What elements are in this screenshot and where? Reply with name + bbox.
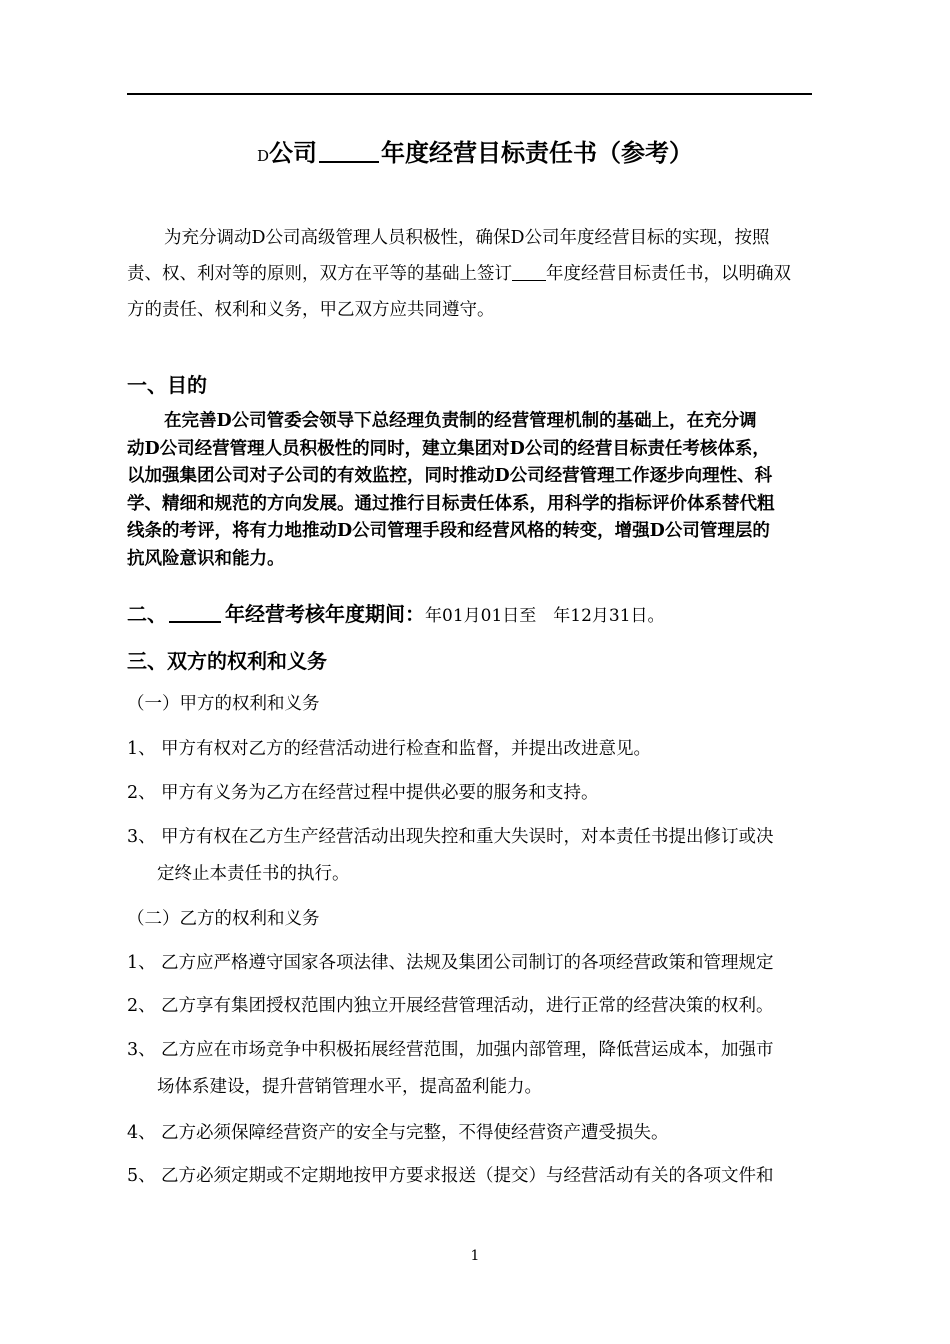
party-a-item-3 xyxy=(127,823,774,848)
party-b-item-2 xyxy=(127,992,774,1017)
item-text: 乙方必须定期或不定期地按甲方要求报送（提交）与经营活动有关的各项文件和 xyxy=(161,1166,774,1186)
item-text: 乙方享有集团授权范围内独立开展经营管理活动，进行正常的经营决策的权利。 xyxy=(161,996,774,1016)
section1-line: 动D公司经营管理人员积极性的同时，建立集团对D公司的经营目标责任考核体系， xyxy=(127,438,770,459)
party-b-item-3-cont: 场体系建设，提升营销管理水平，提高盈利能力。 xyxy=(157,1077,542,1097)
title-company: 公司 xyxy=(269,139,318,167)
section1-line: 以加强集团公司对子公司的有效监控，同时推动D公司经营管理工作逐步向理性、科 xyxy=(127,466,773,486)
party-a-item-1 xyxy=(127,735,651,760)
section1-line: 线条的考评，将有力地推动D公司管理手段和经营风格的转变，增强D公司管理层的 xyxy=(127,521,770,541)
section1-line: 学、精细和规范的方向发展。通过推行目标责任体系，用科学的指标评价体系替代粗 xyxy=(127,493,775,514)
title-company-letter: D xyxy=(256,147,270,165)
section2-label: 年经营考核年度期间： xyxy=(225,602,425,626)
party-a-item-2 xyxy=(127,779,599,804)
document-title xyxy=(0,133,950,168)
section1-line: 在完善D公司管委会领导下总经理负责制的经营管理机制的基础上，在充分调 xyxy=(164,411,757,431)
section3-heading: 三、双方的权利和义务 xyxy=(127,649,327,673)
item-text: 甲方有权在乙方生产经营活动出现失控和重大失误时，对本责任书提出修订或决 xyxy=(161,827,774,847)
party-b-item-5 xyxy=(127,1162,774,1187)
section2-heading xyxy=(127,598,665,627)
intro-line-2a: 责、权、利对等的原则，双方在平等的基础上签订 xyxy=(127,264,512,284)
page-number: 1 xyxy=(470,1248,480,1264)
item-number: 5、 xyxy=(127,1166,156,1186)
item-number: 2、 xyxy=(127,783,156,803)
item-text: 乙方应严格遵守国家各项法律、法规及集团公司制订的各项经营政策和管理规定 xyxy=(161,953,774,973)
intro-line-1: 为充分调动D公司高级管理人员积极性，确保D公司年度经营目标的实现，按照 xyxy=(164,228,770,248)
section1-paragraph xyxy=(127,408,827,573)
item-number: 1、 xyxy=(127,953,156,973)
party-b-item-1 xyxy=(127,949,774,974)
item-text: 甲方有义务为乙方在经营过程中提供必要的服务和支持。 xyxy=(161,783,599,803)
party-b-subheading: （二）乙方的权利和义务 xyxy=(127,909,320,929)
intro-year-blank[interactable] xyxy=(512,264,546,281)
section2-prefix: 二、 xyxy=(127,602,167,626)
item-number: 3、 xyxy=(127,827,156,847)
item-text: 甲方有权对乙方的经营活动进行检查和监督，并提出改进意见。 xyxy=(161,739,651,759)
item-text: 乙方应在市场竞争中积极拓展经营范围，加强内部管理，降低营运成本，加强市 xyxy=(161,1040,774,1060)
section1-heading: 一、目的 xyxy=(127,373,207,397)
item-number: 4、 xyxy=(127,1123,156,1143)
title-year-blank[interactable] xyxy=(319,139,379,163)
section1-line: 抗风险意识和能力。 xyxy=(127,548,285,569)
section2-year-blank[interactable] xyxy=(169,603,221,623)
party-a-item-3-cont: 定终止本责任书的执行。 xyxy=(157,864,350,884)
item-number: 2、 xyxy=(127,996,156,1016)
item-text: 乙方必须保障经营资产的安全与完整，不得使经营资产遭受损失。 xyxy=(161,1123,669,1143)
title-rest: 年度经营目标责任书（参考） xyxy=(381,139,694,167)
item-number: 1、 xyxy=(127,739,156,759)
intro-paragraph xyxy=(127,220,827,328)
party-a-subheading: （一）甲方的权利和义务 xyxy=(127,694,320,714)
section2-dates: 年01月01日至 年12月31日。 xyxy=(425,606,665,626)
intro-line-2b: 年度经营目标责任书，以明确双 xyxy=(546,264,791,284)
intro-line-2 xyxy=(127,256,827,292)
intro-line-3: 方的责任、权利和义务，甲乙双方应共同遵守。 xyxy=(127,300,495,320)
header-rule xyxy=(127,93,812,95)
item-number: 3、 xyxy=(127,1040,156,1060)
party-b-item-3 xyxy=(127,1036,774,1061)
party-b-item-4 xyxy=(127,1119,669,1144)
